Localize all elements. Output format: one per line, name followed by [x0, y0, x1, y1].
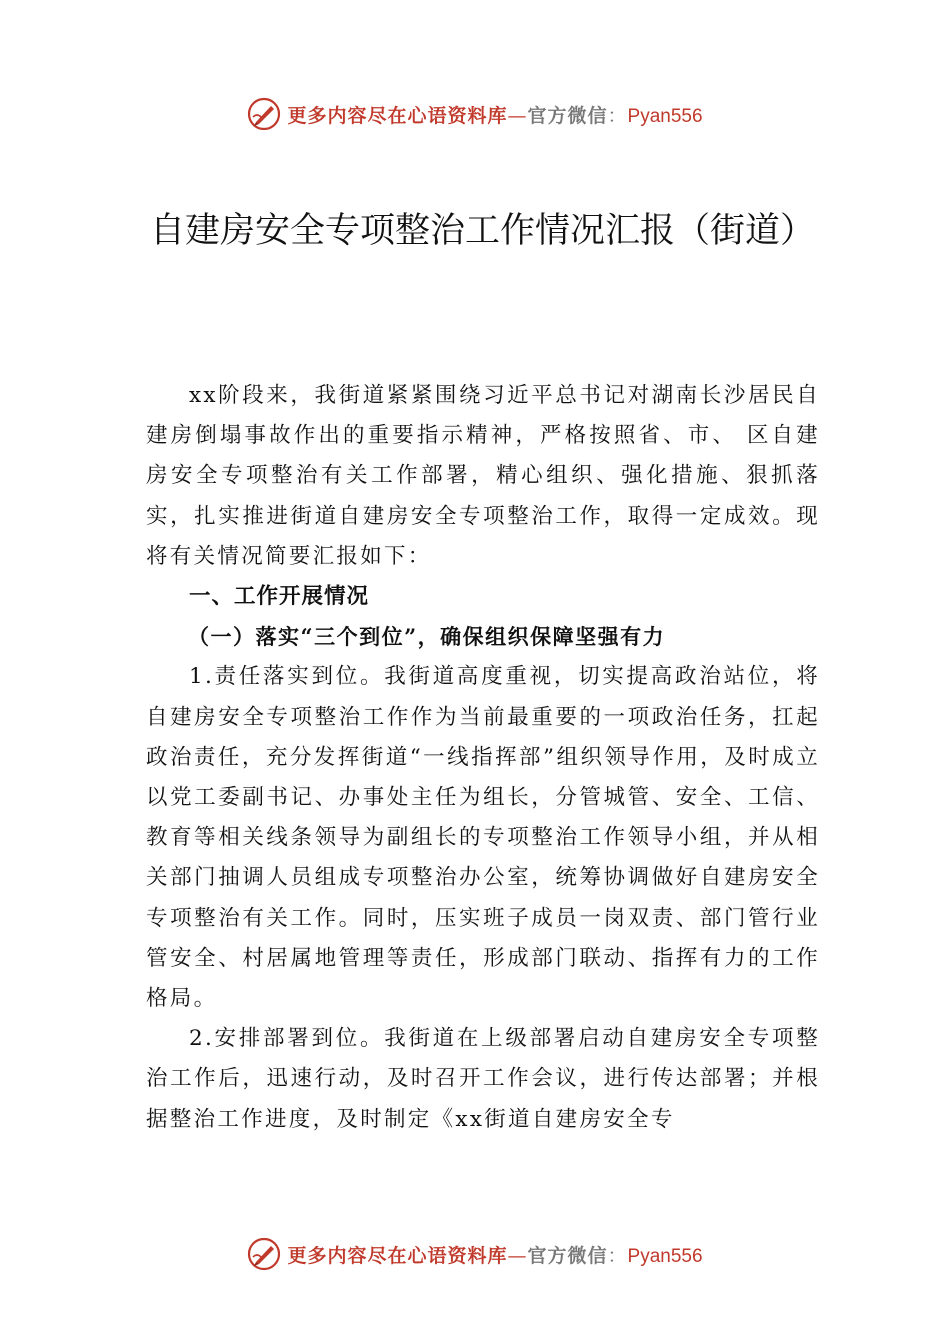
- watermark-main-text: 更多内容尽在心语资料库: [287, 104, 508, 127]
- item-paragraph-2: 2.安排部署到位。我街道在上级部署启动自建房安全专项整治工作后，迅速行动，及时召开工作会议，进行传达部署；并根据整治工作进度，及时制定《xx街道自建房安全专: [146, 1026, 820, 1132]
- watermark-dash: —: [507, 1244, 528, 1267]
- document-title: 自建房安全专项整治工作情况汇报（街道）: [150, 211, 816, 251]
- watermark-main-text: 更多内容尽在心语资料库: [287, 1244, 508, 1267]
- intro-paragraph: xx阶段来，我街道紧紧围绕习近平总书记对湖南长沙居民自建房倒塌事故作出的重要指示精神，严格按照省、市、 区自建房安全专项整治有关工作部署，精心组织、强化措施、狠抓落实，扎实推进街道自建房安全专项整治工作，取得一定成效。现将有关情况简要汇报如下：: [146, 383, 820, 569]
- watermark-dash: —: [507, 104, 528, 127]
- watermark-text: [287, 101, 702, 128]
- watermark-wechat-id: Pyan556: [627, 1245, 703, 1267]
- watermark-wechat-id: Pyan556: [627, 105, 703, 127]
- watermark-official-label: 官方微信: [527, 104, 608, 127]
- watermark-separator: ：: [607, 104, 628, 127]
- watermark-official-label: 官方微信: [527, 1244, 608, 1267]
- pen-logo-icon: [247, 1237, 281, 1271]
- header-watermark-banner: [0, 94, 950, 134]
- item-paragraph-1: 1.责任落实到位。我街道高度重视，切实提高政治站位，将自建房安全专项整治工作作为当前最重要的一项政治任务，扛起政治责任，充分发挥街道“一线指挥部”组织领导作用，及时成立以党工委副书记、办事处主任为组长，分管城管、安全、工信、教育等相关线条领导为副组长的专项整治工作领导小组，并从相关部门抽调人员组成专项整治办公室，统筹协调做好自建房安全专项整治有关工作。同时，压实班子成员一岗双责、部门管行业管安全、村居属地管理等责任，形成部门联动、指挥有力的工作格局。: [146, 664, 820, 1012]
- watermark-separator: ：: [607, 1244, 628, 1267]
- section-heading: 一、工作开展情况: [189, 584, 370, 610]
- watermark-text: [287, 1241, 702, 1268]
- subsection-heading: （一）落实“三个到位”，确保组织保障坚强有力: [188, 624, 666, 650]
- footer-watermark-banner: [0, 1234, 950, 1274]
- pen-logo-icon: [247, 97, 281, 131]
- document-body: [146, 376, 820, 1140]
